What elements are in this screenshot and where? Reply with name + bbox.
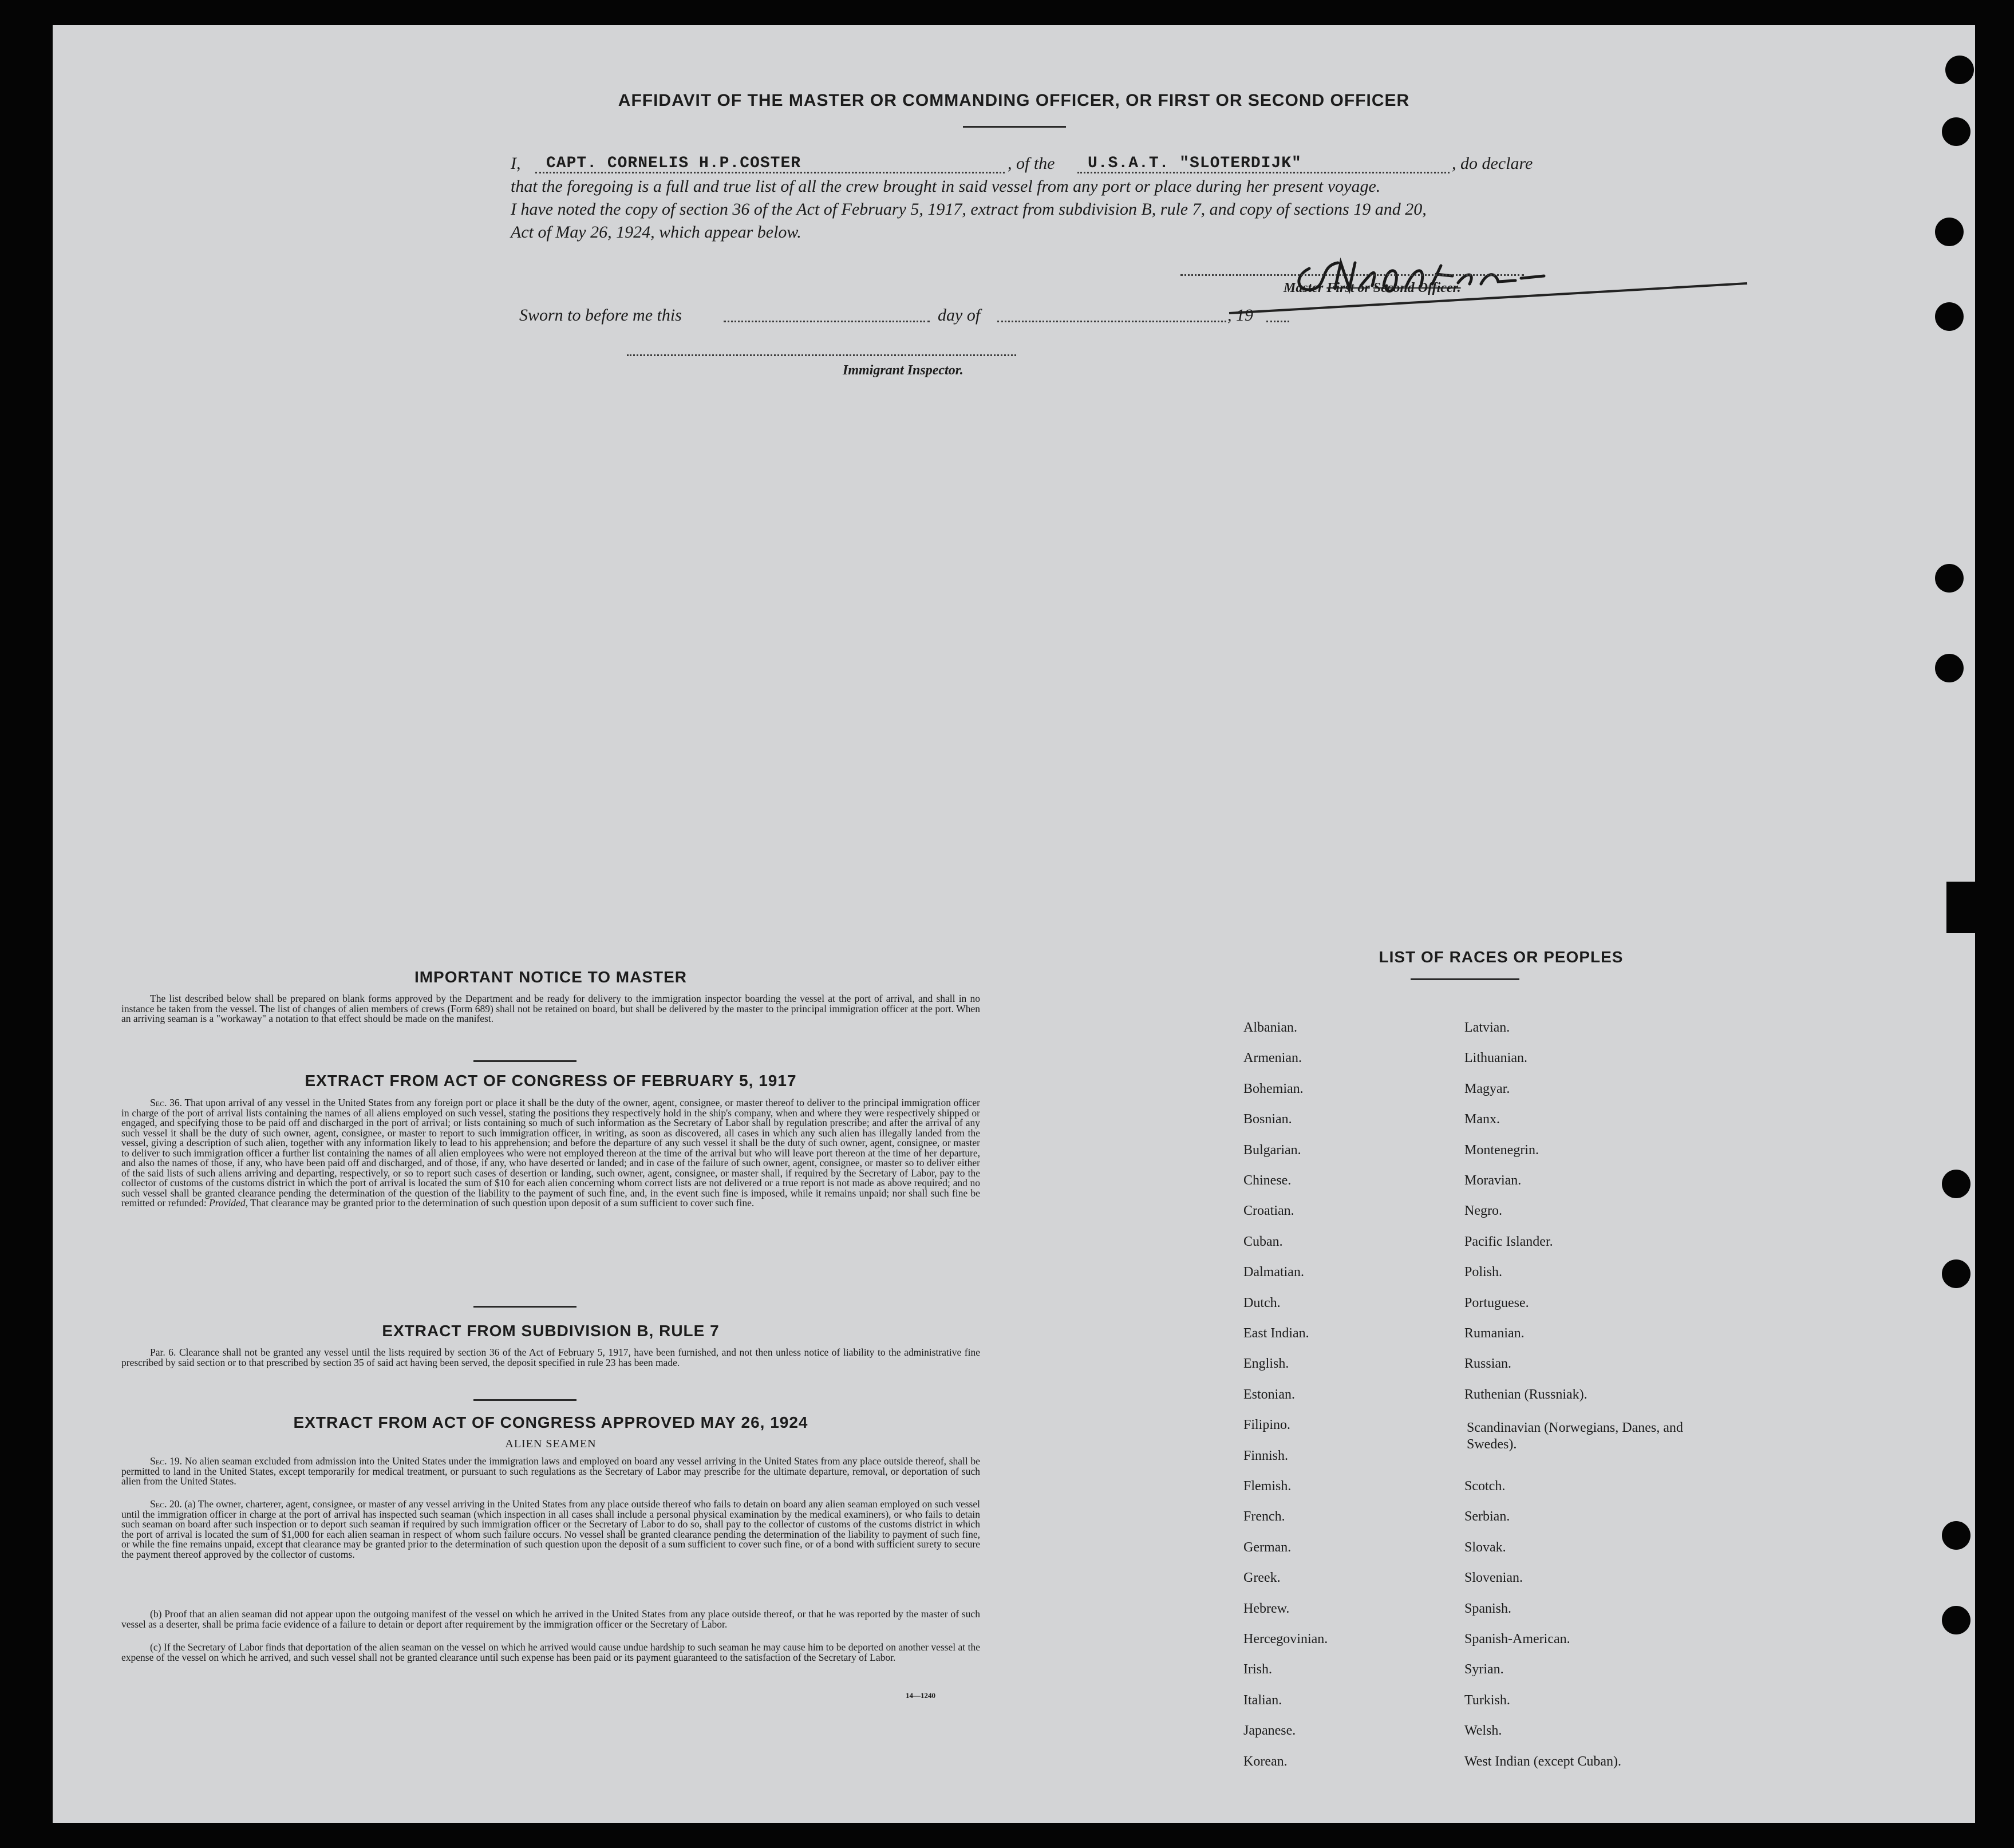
extract-rule7-divider [473, 1399, 576, 1401]
binder-hole [1935, 302, 1964, 331]
race-item: Welsh. [1464, 1723, 1502, 1739]
role-second-officer: Second Officer. [1373, 281, 1461, 295]
race-item: Finnish. [1243, 1448, 1289, 1463]
binder-hole [1935, 564, 1964, 593]
race-item: Chinese. [1243, 1173, 1292, 1188]
race-item: Cuban. [1243, 1234, 1283, 1249]
sec-19-text [121, 1456, 980, 1487]
binder-hole [1942, 1259, 1970, 1288]
race-item: Manx. [1464, 1112, 1500, 1127]
vessel-name-value: U.S.A.T. "SLOTERDIJK" [1088, 155, 1302, 172]
role-master: Master [1284, 281, 1324, 295]
race-item: Serbian. [1464, 1509, 1510, 1525]
race-item: Hercegovinian. [1243, 1632, 1328, 1646]
provided-word: Provided, [209, 1197, 248, 1209]
sworn-day-blank [724, 321, 930, 322]
extract-1917-text [121, 1098, 980, 1209]
page-tear [1946, 882, 1975, 933]
binder-hole [1945, 56, 1974, 84]
sec-36-end: That clearance may be granted prior to the determination of such question upon deposit of a sum sufficient to cover such fine. [250, 1197, 755, 1209]
binder-hole [1942, 1170, 1970, 1198]
race-item: Flemish. [1243, 1479, 1292, 1494]
race-item: Polish. [1464, 1265, 1503, 1280]
race-item: Croatian. [1243, 1203, 1294, 1219]
race-item: Bulgarian. [1243, 1142, 1301, 1158]
signature-pen-stroke [1226, 282, 1753, 316]
race-item: Slovak. [1464, 1539, 1506, 1555]
race-item: Hebrew. [1243, 1601, 1290, 1616]
race-item: Spanish-American. [1464, 1632, 1570, 1646]
races-divider [1411, 978, 1519, 980]
race-item: Lithuanian. [1464, 1051, 1527, 1066]
sworn-year-blank [1266, 321, 1289, 322]
race-item: Armenian. [1243, 1051, 1302, 1066]
binder-hole [1935, 218, 1964, 246]
inspector-label: Immigrant Inspector. [843, 363, 963, 378]
declaration-line-3: I have noted the copy of section 36 of the Act of February 5, 1917, extract from subdivision B, rule 7, and copy of sections 19 and 20, [511, 200, 1427, 219]
sworn-month-blank [997, 321, 1226, 322]
sworn-prefix: Sworn to before me this [519, 306, 682, 325]
sec-20c-text: (c) If the Secretary of Labor finds that deportation of the alien seaman on the vessel on which he arrived would cause undue hardship to such seaman he may cause him to be deported on another vessel at the expense of the vessel on which he arrived, and such vessel shall not be granted clearance until such expense has been paid or its payment guaranteed to the satisfaction of the Secretary of Labor. [121, 1641, 980, 1663]
sec-20a-text [121, 1499, 980, 1559]
race-item: Filipino. [1243, 1417, 1291, 1433]
sec-19-body: No alien seaman excluded from admission into the United States under the immigration laws and employed on board any vessel arriving in the United States from any place outside thereof, shall be permitted to land in the United States, except temporarily for medical treatment, or pursuant to such regulations as the Secretary of Labor may prescribe for the ultimate departure, removal, or deportation of such alien from the United States. [121, 1455, 980, 1487]
races-title: LIST OF RACES OR PEOPLES [1379, 948, 1624, 966]
notice-divider [473, 1060, 576, 1062]
sec-20b-text: (b) Proof that an alien seaman did not appear upon the outgoing manifest of the vessel on which he arrived in the United States from any place outside thereof, or that he was reported by the master of such vessel as a deserter, shall be prima facie evidence of a failure to detain or deport after requirement by the immigration officer or the Secretary of Labor. [121, 1608, 980, 1630]
sec-20-label: Sec. 20. [150, 1498, 182, 1510]
extract-1924-subtitle: ALIEN SEAMEN [505, 1438, 597, 1450]
sec-36-body: That upon arrival of any vessel in the United States from any foreign port or place it shall be the duty of the owner, agent, consignee, or master thereof to deliver to the principal immigration officer in charge of the port of arrival lists containing the names of all aliens employed on such vessel, stating the positions they respectively hold in the ship's company, when and where they were respectively shipped or engaged, and specifying those to be paid off and discharged in the port of arrival; or lists containing so much of such information as the Secretary of Labor shall by regulation prescribe; and after the arrival of any such vessel it shall be the duty of such owner, agent, consignee, or master to report to such immigration officer, in writing, as soon as discovered, all cases in which any such alien has illegally landed from the vessel, giving a description of such alien, together with any information likely to lead to his apprehension; and before the departure of any such vessel it shall be the duty of such owner, agent, consignee, or master to deliver to such immigration officer a further list containing the names of all alien employees who were not employed thereon at the time of the arrival but who will leave port thereon at the time of her departure, and also the names of those, if any, who have been paid off and discharged, and of those, if any, who have deserted or landed; and in case of the failure of such owner, agent, consignee, or master so to deliver either of the said lists of such aliens arriving and departing, respectively, or so to report such cases of desertion or landing, such owner, agent, consignee, or master shall, if required by the Secretary of Labor, pay to the collector of customs of the customs district in which the port of arrival is located the sum of $10 for each alien concerning whom correct lists are not delivered or a true report is not made as above required; and no such vessel shall be granted clearance pending the determination of the question of the liability to the payment of such fine, and, in the event such fine is imposed, while it remains unpaid; nor shall such fine be remitted or refunded: [121, 1097, 980, 1209]
declaration-line-2: that the foregoing is a full and true list of all the crew brought in said vessel from any port or place during her present voyage. [511, 177, 1381, 196]
race-item: Negro. [1464, 1203, 1502, 1219]
race-item: Ruthenian (Russniak). [1464, 1387, 1587, 1402]
signature-text: C H P Coster [1286, 224, 1335, 234]
sec-36-label: Sec. 36. [150, 1097, 183, 1108]
do-declare-text: , do declare [1452, 154, 1533, 173]
notice-text: The list described below shall be prepared on blank forms approved by the Department and be ready for delivery to the immigration inspector boarding the vessel at the port of arrival, and shall in no instance be taken from the vessel. The list of changes of alien members of crews (Form 689) shall not be retained on board, but shall be delivered by the master to the principal immigration officer at the port. When an arriving seaman is a "workaway" a notation to that effect should be made on the manifest. [121, 993, 980, 1024]
master-name-value: CAPT. CORNELIS H.P.COSTER [546, 155, 801, 172]
declaration-line-1 [511, 154, 521, 173]
race-item: Latvian. [1464, 1020, 1510, 1035]
sec-20a-body: (a) The owner, charterer, agent, consignee, or master of any vessel arriving in the United States from any place outside thereof who fails to detain on board any alien seaman employed on such vessel until the immigration officer in charge at the port of arrival has inspected such seaman (which inspection in all cases shall include a personal physical examination by the medical examiners), or who fails to detain such seaman on board after such inspection or to deport such seaman if required by such immigration officer or the Secretary of Labor to do so, shall pay to the collector of customs of the customs district in which the port of arrival is located the sum of $1,000 for each alien seaman in respect of whom such failure occurs. No vessel shall be granted clearance pending the determination of the liability to payment of such fine, or while the fine remains unpaid, except that clearance may be granted prior to the determination of such question upon the deposit of a sum sufficient to cover such fine, or of a bond with sufficient surety to secure the payment thereof approved by the collector of customs. [121, 1498, 981, 1560]
affidavit-title: AFFIDAVIT OF THE MASTER OR COMMANDING OFFICER, OR FIRST OR SECOND OFFICER [618, 91, 1410, 110]
title-divider [963, 126, 1066, 128]
race-item: Magyar. [1464, 1081, 1510, 1096]
race-item: Estonian. [1243, 1387, 1295, 1402]
extract-1924-title: EXTRACT FROM ACT OF CONGRESS APPROVED MAY 26, 1924 [293, 1413, 808, 1431]
declaration-prefix: I, [511, 154, 521, 173]
extract-rule7-title: EXTRACT FROM SUBDIVISION B, RULE 7 [382, 1322, 720, 1340]
binder-hole [1942, 1606, 1970, 1634]
form-number: 14—1240 [906, 1691, 935, 1700]
sec-19-label: Sec. 19. [150, 1455, 183, 1467]
race-item: English. [1243, 1356, 1289, 1372]
declaration-line-4: Act of May 26, 1924, which appear below. [511, 223, 801, 242]
of-the-text: , of the [1008, 154, 1055, 173]
race-item: Japanese. [1243, 1723, 1296, 1739]
signature-blank [1180, 274, 1524, 276]
sworn-year-prefix: , 19 [1227, 306, 1253, 325]
race-item: French. [1243, 1509, 1285, 1525]
race-item: Bohemian. [1243, 1081, 1304, 1096]
race-item: German. [1243, 1539, 1292, 1555]
binder-hole [1942, 117, 1970, 146]
race-item: Bosnian. [1243, 1112, 1292, 1127]
binder-hole [1935, 654, 1964, 682]
race-item: Moravian. [1464, 1173, 1522, 1188]
race-item: Turkish. [1464, 1692, 1510, 1708]
race-item: Russian. [1464, 1356, 1512, 1372]
race-item: Dutch. [1243, 1295, 1281, 1310]
race-item: Spanish. [1464, 1601, 1512, 1616]
race-item: Dalmatian. [1243, 1265, 1304, 1280]
extract-rule7-text: Par. 6. Clearance shall not be granted any vessel until the lists required by section 36 of the Act of February 5, 1917, have been furnished, and not then unless notice of liability to the administrative fine prescribed by said section or to that prescribed by section 35 of said act having been served, the deposit specified in rule 23 has been made. [121, 1346, 980, 1368]
inspector-signature-blank [627, 354, 1016, 356]
extract-1917-divider [473, 1306, 576, 1308]
race-item: Scotch. [1464, 1479, 1506, 1494]
race-item: Albanian. [1243, 1020, 1297, 1035]
race-item: East Indian. [1243, 1326, 1309, 1341]
race-item: Slovenian. [1464, 1570, 1523, 1586]
race-item: Portuguese. [1464, 1295, 1529, 1310]
notice-title: IMPORTANT NOTICE TO MASTER [414, 968, 688, 986]
race-item: Korean. [1243, 1754, 1288, 1769]
race-item: Greek. [1243, 1570, 1281, 1586]
extract-1917-title: EXTRACT FROM ACT OF CONGRESS OF FEBRUARY 5, 1917 [305, 1072, 797, 1089]
race-item: Pacific Islander. [1464, 1234, 1553, 1249]
document-page [53, 25, 1975, 1823]
race-item: Syrian. [1464, 1662, 1504, 1677]
race-item: Rumanian. [1464, 1326, 1525, 1341]
race-item: Montenegrin. [1464, 1142, 1539, 1158]
role-first-or: First or [1326, 281, 1370, 295]
sworn-day-of: day of [938, 306, 981, 325]
race-item: Irish. [1243, 1662, 1272, 1677]
race-item: Italian. [1243, 1692, 1282, 1708]
race-item: Scandinavian (Norwegians, Danes, and Swedes). [1467, 1420, 1683, 1452]
binder-hole [1942, 1521, 1970, 1550]
race-item: West Indian (except Cuban). [1464, 1754, 1621, 1769]
